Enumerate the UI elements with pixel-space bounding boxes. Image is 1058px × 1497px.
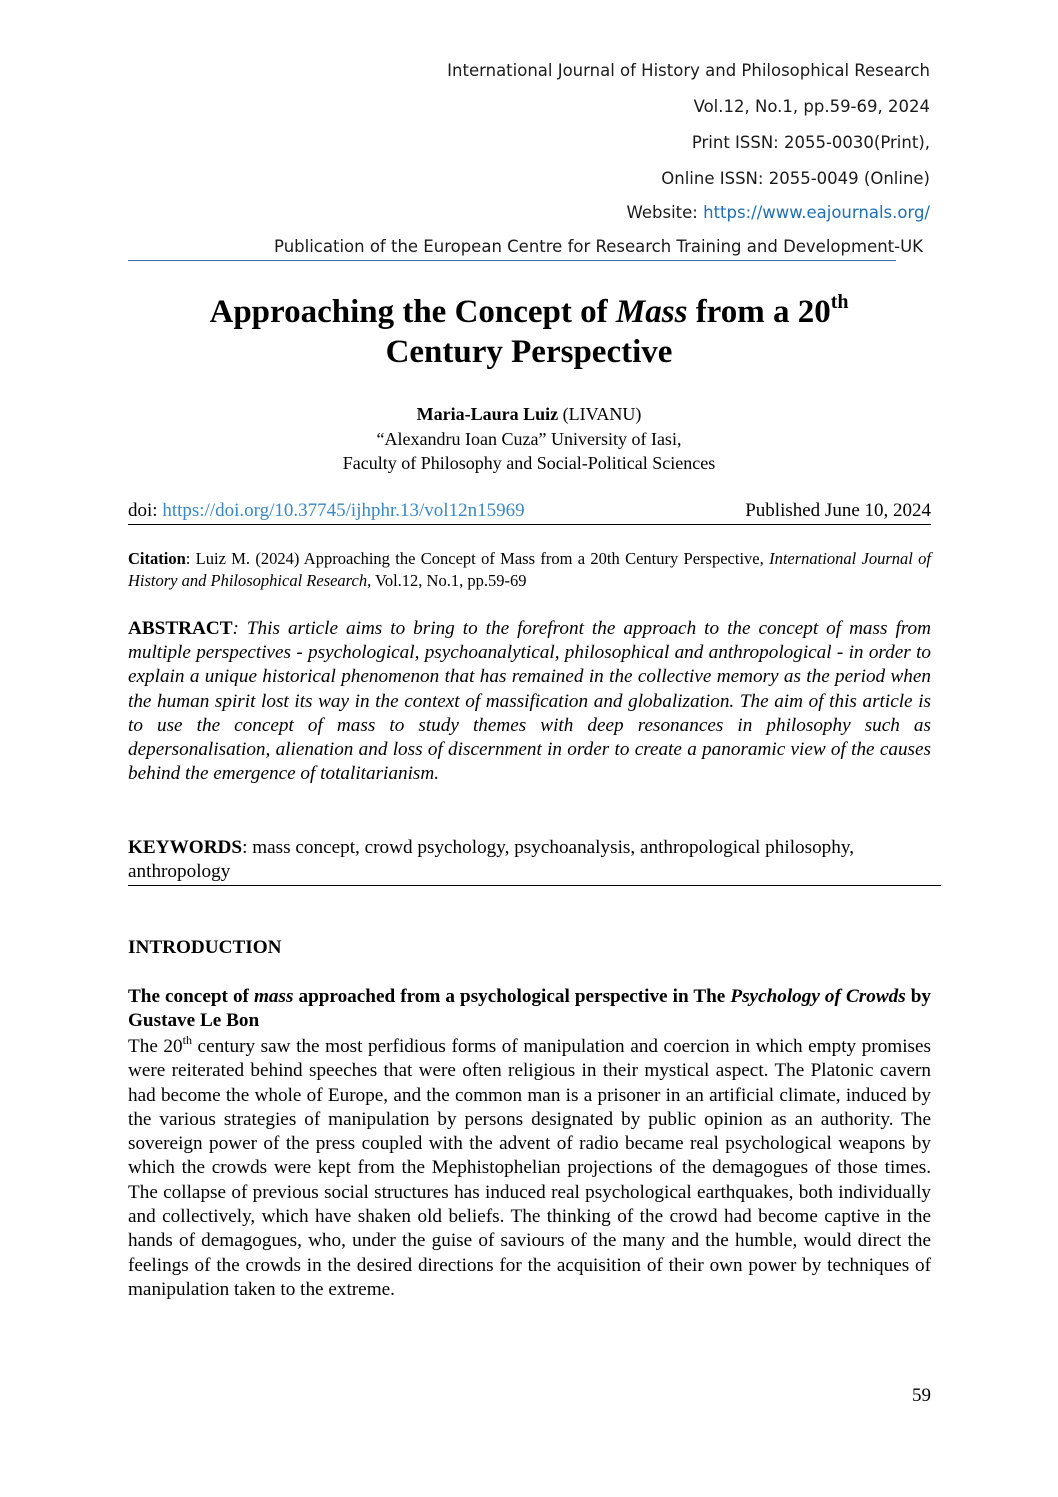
keywords [128,836,931,884]
section-heading: INTRODUCTION [128,937,282,958]
citation-label: Citation [128,549,186,568]
citation-tail: , Vol.12, No.1, pp.59-69 [367,571,527,590]
abstract [128,617,931,786]
volume-info: Vol.12, No.1, pp.59-69, 2024 [693,97,930,116]
title-part1: Approaching the Concept of [209,294,616,330]
website-link[interactable]: https://www.eajournals.org/ [703,203,930,222]
keywords-text: : mass concept, crowd psychology, psychoanalysis, anthropological philosophy, anthropology [128,837,855,883]
keywords-label: KEYWORDS [128,837,243,858]
author-faculty: Faculty of Philosophy and Social-Political Sciences [342,453,716,473]
author-university: “Alexandru Ioan Cuza” University of Iasi, [376,429,682,449]
title-line2: Century Perspective [385,334,673,370]
author-line [100,402,958,426]
title-sup: th [830,291,849,313]
website-line [110,202,930,224]
subhead-p2: approached from a psychological perspective in The [293,986,731,1007]
body-sup: th [182,1033,192,1047]
title-part2: from a 20 [687,294,831,330]
website-label: Website: [626,203,698,222]
subhead-p3: by Gustave Le Bon [128,986,931,1031]
doi-label: doi: [128,500,163,521]
body-lead: The 20 [128,1036,183,1057]
citation-journal: International Journal of History and Philosophical Research [128,549,931,590]
page-number: 59 [912,1385,931,1406]
subhead-i1: mass [253,986,294,1007]
online-issn: Online ISSN: 2055-0049 (Online) [661,169,930,188]
doi-rule [128,524,931,525]
print-issn: Print ISSN: 2055-0030(Print), [691,133,930,152]
subhead-p1: The concept of [128,986,254,1007]
citation [128,548,931,592]
publisher-line: Publication of the European Centre for Research Training and Development-UK [274,237,923,256]
doi-link[interactable]: https://doi.org/10.37745/ijhphr.13/vol12n15969 [162,500,525,521]
header-rule [128,260,896,261]
doi-row [128,498,931,526]
subhead-i2: Psychology of Crowds [730,986,906,1007]
citation-text: : Luiz M. (2024) Approaching the Concept of Mass from a 20th Century Perspective, [185,549,770,568]
keywords-rule [128,885,941,886]
body-text: century saw the most perfidious forms of manipulation and coercion in which empty promises were reiterated behind speeches that were often religious in their mystical aspect. The Platonic cavern had become the whole of Europe, and the common man is a prisoner in an artificial climate, induced by the various strategies of manipulation by persons designated by public opinion as an authority. The sovereign power of the press coupled with the advent of radio became real psychological weapons by which the crowds were kept from the Mephistophelian projections of the demagogues of those times. The collapse of previous social structures has induced real psychological earthquakes, both individually and collectively, which have shaken old beliefs. The thinking of the crowd had become captive in the hands of demagogues, who, under the guise of saviours of the many and the humble, would direct the feelings of the crowds in the desired directions for the acquisition of their own power by techniques of manipulation taken to the extreme. [128,1036,931,1300]
paper-title [100,292,958,372]
journal-name: International Journal of History and Philosophical Research [447,61,930,80]
body-paragraph [128,1035,931,1302]
published-date: Published June 10, 2024 [745,500,931,521]
subsection-heading [128,985,931,1033]
author-maiden: (LIVANU) [558,404,642,424]
author-name: Maria-Laura Luiz [416,404,559,424]
abstract-label: ABSTRACT [128,618,233,639]
abstract-text: : This article aims to bring to the forefront the approach to the concept of mass from multiple perspectives - psychological, psychoanalytical, philosophical and anthropological - in order to explain a unique historical phenomenon that has remained in the collective memory as the period when the human spirit lost its way in the context of massification and globalization. The aim of this article is to use the concept of mass to study themes with deep resonances in philosophy such as depersonalisation, alienation and loss of discernment in order to create a panoramic view of the causes behind the emergence of totalitarianism. [128,618,931,785]
title-italic: Mass [615,294,688,330]
